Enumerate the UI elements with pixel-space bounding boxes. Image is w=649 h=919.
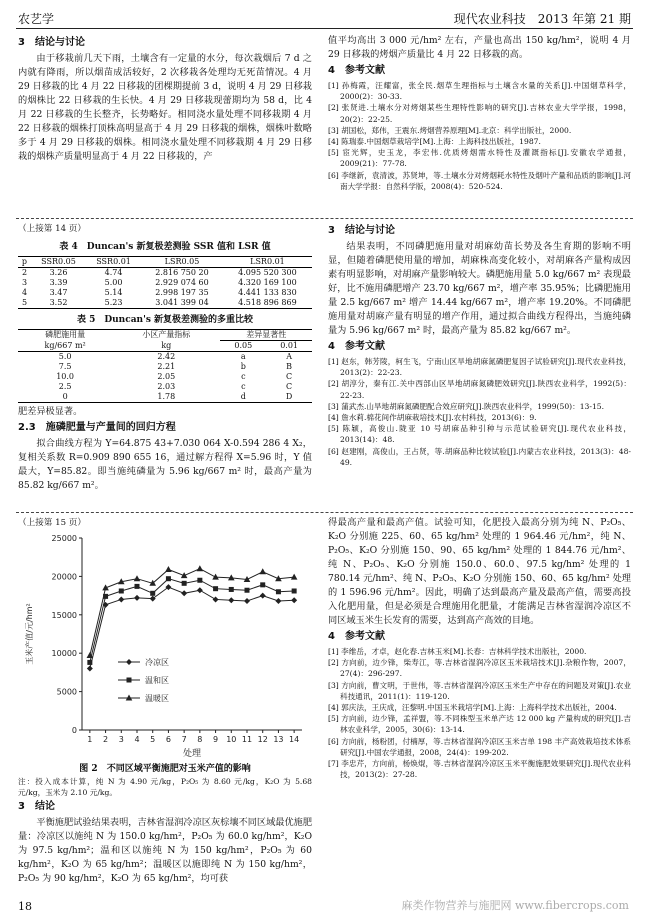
x-tick-label: 5 (150, 735, 156, 744)
reference-item: [2] 方向前，边少锋，柴寿江，等.吉林省湿润冷凉区玉米栽培技术[J].杂粮作物，2007，27(4)：296-297. (328, 658, 631, 679)
data-point (87, 660, 92, 665)
reference-item: [4] 陈瑞泰.中国烟草栽培学[M].上海：上海科技出版社，1987. (328, 137, 541, 147)
table-cell: 4.320 169 100 (238, 278, 297, 287)
reference-item: [5] 陈颖，高俊山.陇亚 10 号胡麻品种引种与示范试验研究[J].现代农业科技，2013(14)：48. (328, 424, 631, 445)
legend-label: 冷凉区 (145, 658, 169, 667)
table-row (18, 278, 312, 288)
data-point (213, 586, 218, 591)
table-cell: B (286, 362, 293, 371)
paragraph: 结果表明，不同磷肥施用量对胡麻幼苗长势及各生育期的影响不明显，但随着磷肥使用量的增加，胡麻株高变化较小，对胡麻各产量构成因素有明显影响，对胡麻产量影响较大。磷肥施用量 5.0 kg/667 m² 表现最好，比不施用磷肥增产 23.70 kg/667 m²，增产率 35.95%；比磷肥施用量 2.5 kg/667 m² 增产 14.44 kg/667 m²，增产率 19.20%。不同磷肥施用量对胡麻产量有明显的增产作用，通过拟合曲线方程得出，当施纯磷量为 5.96 kg/667 m² 时，最高产量为 85.82 kg/667 m²。 (328, 241, 631, 336)
table-cell: 2.5 (58, 382, 72, 391)
subsection-heading: 2.3 施磷肥量与产量间的回归方程 (18, 422, 176, 433)
table4 (18, 256, 312, 309)
table-cell: c (241, 372, 246, 381)
legend-label: 温和区 (145, 676, 169, 685)
y-tick-label: 10000 (51, 649, 77, 659)
y-axis-label: 玉米产值/元/hm² (25, 603, 34, 665)
reference-list (328, 80, 631, 192)
table-cell: 7.5 (58, 362, 72, 371)
data-point (276, 589, 281, 594)
data-point (87, 666, 93, 672)
reference-item: [1] 赵东，韩芳陵，柯生飞，宁南山区旱地胡麻氮磷肥复因子试验研究[J].现代农业科技，2013(2)：22-23. (328, 357, 631, 378)
data-point (213, 596, 219, 602)
figure-note: 注：投入成本计算，纯 N 为 4.90 元/kg，P₂O₅ 为 8.60 元/kg，K₂O 为 5.68 元/kg，玉米为 2.10 元/kg。 (18, 777, 312, 797)
data-point (134, 575, 141, 581)
table-cell: 4.518 896 869 (238, 298, 297, 307)
table-cell: 10.0 (56, 372, 75, 381)
data-point (212, 574, 219, 580)
table-header: LSR0.01 (250, 257, 285, 266)
table-cell: 2 (21, 268, 28, 277)
watermark: 麻类作物营养与施肥网 www.fibercrops.com (401, 899, 629, 912)
continued-note: （上接第 15 页） (18, 518, 86, 528)
reference-item: [7] 李忠芹，方向前，杨焕焜，等.吉林省湿润冷凉区玉米平衡施肥效果研究[J].现代农业科技，2013(2)：27-28. (328, 759, 631, 780)
table-header: 小区产量指标 (142, 330, 191, 340)
paragraph: 拟合曲线方程为 Y=64.875 43+7.030 064 X-0.594 286 4 X₂，复相关系数 R=0.909 890 655 16，通过解方程得 X=5.96 时，Y 值最大，Y=85.82。即当施纯磷量为 5.96 kg/667 m² 时，最高产量为 85.82 kg/667 m²。 (18, 438, 312, 491)
reference-item: [3] 方向前，曹文明，于世伟，等.吉林省湿润冷凉区玉米生产中存在的问题及对策[J].农业科技通讯，2011(1)：119-120. (328, 680, 631, 701)
data-point (118, 596, 124, 602)
top-right-column (328, 34, 631, 192)
x-tick-label: 13 (273, 735, 284, 744)
reference-item: [2] 胡淳分，秦有江.关中西部山区旱地胡麻氮磷肥效研究[J].陕西农业科学，1992(5)：22-23. (328, 379, 631, 400)
data-point (181, 590, 187, 596)
data-point (291, 574, 298, 580)
y-tick-label: 15000 (51, 610, 77, 620)
x-tick-label: 12 (257, 735, 268, 744)
data-point (229, 587, 234, 592)
page-number: 18 (18, 900, 32, 913)
table-row (18, 372, 312, 382)
journal-title: 现代农业科技 2013 年第 21 期 (453, 12, 631, 26)
figure-caption: 图 2 不同区域平衡施肥对玉米产值的影响 (79, 764, 251, 774)
table-row (18, 362, 312, 372)
table-cell: 5.00 (104, 278, 123, 287)
table-header: kg/667 m² (44, 340, 86, 350)
section-heading: 3 结论 (18, 801, 55, 812)
table-header: p (21, 257, 28, 266)
table-cell: 2.05 (157, 372, 176, 381)
x-tick-label: 6 (165, 735, 171, 744)
data-point (291, 597, 297, 603)
continued-note: （上接第 14 页） (18, 224, 86, 234)
x-tick-label: 2 (103, 735, 109, 744)
table-row (18, 268, 312, 279)
reference-item: [5] 宦光辉，史玉龙，李宏伟.优质烤烟需水特性及灌溉指标[J].安徽农学通报，2009(21)：77-78. (328, 148, 631, 169)
paragraph: 值平均高出 3 000 元/hm² 左右，产量也高出 150 kg/hm²，说明 4 月 29 日移栽的烤烟产质量比 4 月 22 日移栽的高。 (328, 35, 631, 60)
table-cell: 3.52 (49, 298, 68, 307)
section-divider (16, 512, 633, 513)
paragraph: 平衡施肥试验结果表明，吉林省湿润冷凉区灰棕壤不同区域最优施肥量：冷凉区以施纯 N 为 150.0 kg/hm²，P₂O₅ 为 60.0 kg/hm²，K₂O 为 97.5 kg/hm²；温和区以施纯 N 为 150 kg/hm²，P₂O₅ 为 60 kg/hm²，K₂O 为 65 kg/hm²；温暖区以施即纯 N 为 150 kg/hm²，P₂O₅ 为 90 kg/hm²，K₂O 为 65 kg/hm²，均可获 (18, 817, 313, 884)
section-heading: 3 结论与讨论 (328, 225, 395, 236)
table5 (18, 329, 312, 403)
reference-item: [3] 胡国松，郑伟，王震东.烤烟营养原理[M].北京：科学出版社，2000. (328, 125, 572, 135)
table-cell: A (286, 352, 292, 361)
table5-caption: 表 5 Duncan's 新复极差测验的多重比较 (76, 315, 254, 325)
x-axis-label: 处理 (182, 749, 202, 759)
table-header: 0.01 (280, 341, 298, 350)
reference-item: [6] 方向前，杨粉团，付楠厚，等.吉林省湿润冷凉区玉米吉单 198 丰产高效栽培技术体系研究[J].中国农学通报，2008，24(4)：199-202. (328, 736, 631, 757)
table-cell: 2.929 074 60 (155, 278, 209, 287)
table-row (18, 392, 312, 403)
table-cell: 1.78 (157, 392, 176, 401)
section-divider (16, 218, 633, 219)
y-tick-label: 0 (71, 726, 77, 735)
reference-item: [3] 蒲武杰.山旱地胡麻氮磷肥配合效应研究[J].陕西农业科学，1999(50)：13-15. (328, 401, 605, 411)
table-header: SSR0.01 (96, 257, 131, 266)
table-cell: D (285, 392, 293, 401)
data-point (119, 588, 124, 593)
table-cell: 3 (21, 278, 28, 287)
legend-marker (126, 659, 132, 665)
reference-list (328, 356, 631, 468)
table-cell: 3.26 (49, 268, 68, 277)
data-point (260, 582, 265, 587)
table-row (18, 352, 312, 363)
data-point (259, 568, 266, 574)
x-tick-label: 9 (213, 735, 219, 744)
mid-right-column (328, 222, 631, 468)
data-point (275, 598, 281, 604)
x-tick-label: 4 (134, 735, 140, 744)
y-tick-label: 25000 (51, 534, 77, 543)
reference-item: [4] 郭庆法，王庆成，汪黎明.中国玉米栽培学[M].上海：上海科学技术出版社，2004. (328, 703, 617, 713)
mid-left-column (18, 222, 312, 493)
data-point (197, 578, 202, 583)
reference-item: [1] 李维岳，才卓，赵化春.吉林玉米[M].长春：吉林科学技术出版社，2000. (328, 647, 587, 656)
data-point (260, 593, 266, 599)
reference-item: [5] 方向前，边少锋，孟祥盟，等.不同株型玉米单产达 12 000 kg 产量构成的研究[J].吉林农业科学，2005，30(6)：13-14. (328, 714, 631, 735)
reference-item: [1] 孙梅霞，汪耀富，张全民.烟草生理指标与土壤含水量的关系[J].中国烟草科学，2000(2)：30-33. (328, 81, 631, 102)
table-row (18, 298, 312, 309)
table-header: 0.05 (234, 341, 253, 350)
bottom-right-column (328, 516, 631, 780)
paragraph: 肥差异极显著。 (18, 406, 83, 417)
references-heading: 4 参考文献 (328, 341, 385, 352)
table-cell: C (286, 382, 293, 391)
top-left-column (18, 34, 312, 164)
section-heading: 3 结论与讨论 (18, 37, 85, 48)
table-cell: 2.42 (157, 352, 176, 361)
table-cell: 4.095 520 300 (238, 268, 297, 277)
table-cell: 2.998 197 35 (155, 288, 209, 297)
x-tick-label: 11 (241, 735, 253, 744)
data-point (292, 588, 297, 593)
y-tick-label: 20000 (51, 572, 77, 582)
table-cell: c (241, 382, 246, 391)
table-cell: 5.23 (104, 298, 123, 307)
table-header: 差异显著性 (220, 330, 312, 341)
data-point (182, 581, 187, 586)
table-cell: b (240, 362, 246, 371)
legend-marker (127, 678, 132, 683)
paragraph: 得最高产量和最高产值。试验可知，化肥投入最高分别为纯 N、P₂O₅、K₂O 分别施 225、60、65 kg/hm² 处理的 1 964.46 元/hm²，纯 N、P₂O₅、K₂O 分别施 150、90、65 kg/hm² 处理的 1 844.76 元/hm²、纯 N、P₂O₅、K₂O 分别施 150.0、60.0、97.5 kg/hm² 处理的 1 780.14 元/hm²、纯 N、P₂O₅、K₂O 分别施 150、60、65 kg/hm² 处理的 1 596.96 元/hm²。因此，明确了达到最高产量及最高产值，需要高投入化肥用量，但是必须是合理施用化肥量，才能满足吉林省湿润冷凉区不同区域玉米生长发育的需要，达到高产高效的目地。 (328, 517, 631, 626)
reference-item: [2] 张贤进.土壤水分对烤烟某些生理特性影响的研究[J].吉林农业大学学报，1998，20(2)：22-25. (328, 103, 631, 124)
table-header: kg (161, 340, 172, 350)
bottom-left-column (18, 516, 312, 886)
x-tick-label: 3 (118, 735, 124, 744)
table-cell: 4.74 (104, 268, 123, 277)
data-point (197, 565, 204, 571)
table-cell: 0 (62, 392, 68, 401)
table-cell: 3.47 (49, 288, 68, 297)
table-cell: 5.0 (58, 352, 72, 361)
data-point (166, 576, 171, 581)
table-cell: 4 (21, 288, 28, 297)
table-header: 磷肥施用量 (45, 330, 86, 340)
x-tick-label: 10 (226, 735, 237, 744)
y-tick-label: 5000 (56, 687, 77, 697)
table-cell: 5.14 (104, 288, 123, 297)
table-cell: 3.39 (49, 278, 68, 287)
reference-item: [6] 李继新，袁清波，苏贤坤，等.土壤水分对烤烟耗水特性及烟叶产量和品质的影响[J].河南大学学报：自然科学版，2008(4)：520-524. (328, 170, 631, 191)
table-cell: 2.21 (157, 362, 176, 371)
table-cell: 4.441 133 830 (238, 288, 297, 297)
reference-list (328, 646, 631, 780)
table-cell: a (240, 352, 246, 361)
references-heading: 4 参考文献 (328, 631, 385, 642)
data-point (134, 595, 140, 601)
table-cell: d (240, 392, 246, 401)
data-point (244, 598, 250, 604)
journal-section: 农艺学 (18, 12, 55, 26)
header-rule (16, 28, 633, 29)
reference-item: [6] 赵建刚，高俊山，王占贤，等.胡麻品种比较试验[J].内蒙古农业科技，2013(3)：48-49. (328, 446, 631, 467)
table-row (18, 288, 312, 298)
table4-caption: 表 4 Duncan's 新复极差测验 SSR 值和 LSR 值 (59, 242, 271, 252)
table-header: SSR0.05 (41, 257, 76, 266)
data-point (197, 587, 203, 593)
x-tick-label: 8 (197, 735, 203, 744)
x-tick-label: 7 (181, 735, 187, 744)
table-cell: C (286, 372, 293, 381)
x-tick-label: 1 (87, 735, 93, 744)
table-cell: 2.03 (157, 382, 176, 391)
table-cell: 2.816 750 20 (155, 268, 209, 277)
table-cell: 3.041 399 04 (155, 298, 209, 307)
paragraph: 由于移栽前几天下雨，土壤含有一定量的水分，每次栽烟后 7 d 之内就有降雨，所以烟苗成活较好，2 次移栽各处理均无死苗情况。4 月 29 日移栽的比 4 月 22 日移栽的团棵期提前 3 d，说明 4 月 29 日移栽的烟株比 22 日移栽的生长快。4 月 29 日移栽现蕾期均为 58 d，比 4 月 22 日移栽的生长整齐，长势略好。相同浇水量处理不同移栽期 4 月 22 日移栽的烟株打顶株高明显高于 4 月 29 日移栽的烟株，烟株叶数略多于 4 月 29 日移栽的烟株。相同浇水量处理不同移栽期 4 月 29 日移栽的烟株产质量明显高于 4 月 22 日移栽的，产 (18, 53, 312, 162)
legend-label: 温暖区 (145, 694, 169, 703)
reference-item: [4] 詹水莉.棉花间作胡麻栽培技术[J].农村科技，2013(6)：9. (328, 413, 537, 423)
table-header: LSR0.05 (164, 257, 200, 266)
data-point (228, 597, 234, 603)
x-tick-label: 14 (289, 735, 300, 744)
table-cell: 5 (21, 298, 28, 307)
table-row (18, 382, 312, 392)
data-point (245, 588, 250, 593)
data-point (165, 566, 172, 572)
line-chart (18, 530, 312, 762)
references-heading: 4 参考文献 (328, 65, 385, 76)
data-point (135, 584, 140, 589)
data-point (150, 591, 155, 596)
